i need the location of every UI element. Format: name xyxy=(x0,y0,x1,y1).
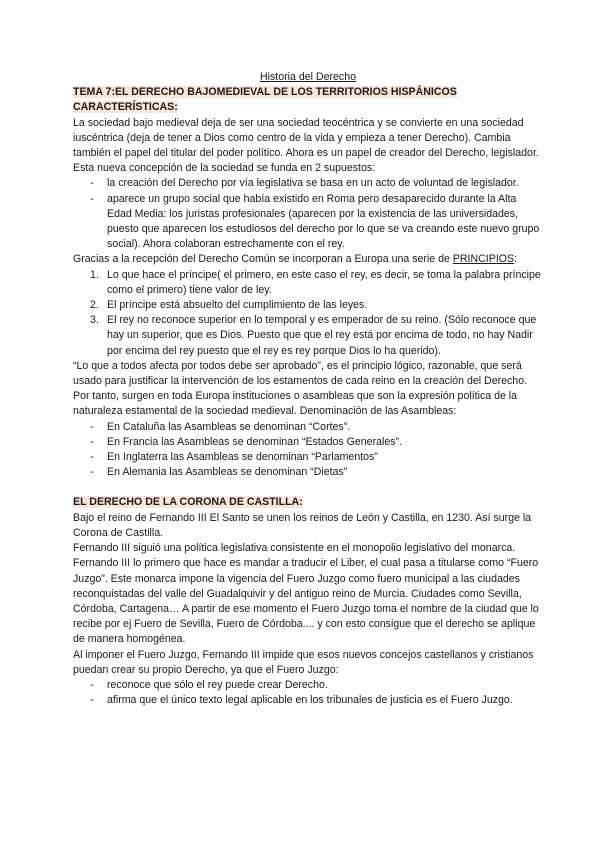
fuero-juzgo-list xyxy=(73,678,543,708)
list-item: - reconoce que sólo el rey puede crear Derecho. xyxy=(73,678,543,693)
supuestos-list xyxy=(73,176,543,252)
document-title: Historia del Derecho xyxy=(260,71,356,83)
spacer xyxy=(73,480,543,495)
paragraph: Fernando III siguió una política legislativa consistente en el monopolio legislativo del monarca. Fernando III lo primero que hace es mandar a traducir el Liber, el cual pasa a titularse como “Fuero Juzgo”. Este monarca impone la vigencia del Fuero Juzgo como fuero municipal a las ciudades reconquistadas del valle del Guadalquivir y del antiguo reino de Murcia. Ciudades como Sevilla, Córdoba, Cartagena… A partir de ese momento el Fuero Juzgo toma el nombre de la ciudad que lo recibe por ej Fuero de Sevilla, Fuero de Córdoba.... y con esto consigue que el derecho se aplique de manera homogénea. xyxy=(73,542,539,646)
list-item: - En Cataluña las Asambleas se denominan “Cortes”. xyxy=(73,420,543,435)
section-heading-tema7 xyxy=(73,85,543,115)
asambleas-list xyxy=(73,420,543,481)
paragraph: “Lo que a todos afecta por todos debe ser aprobado”, es el principio lógico, razonable, que será usado para justificar la intervención de los estamentos de cada reino en la creación del Derecho. xyxy=(73,359,528,388)
list-item: - la creación del Derecho por vía legislativa se basa en un acto de voluntad de legislador. xyxy=(73,176,543,191)
list-item: - En Alemania las Asambleas se denominan “Dietas” xyxy=(73,465,543,480)
paragraph: Por tanto, surgen en toda Europa instituciones o asambleas que son la expresión política de la naturaleza estamental de la sociedad medieval. Denominación de las Asambleas: xyxy=(73,390,518,418)
paragraph: La sociedad bajo medieval deja de ser una sociedad teocéntrica y se convierte en una sociedad iuscéntrica (deja de tener a Dios como centro de la vida y empieza a tener Derecho). Cambia también el papel del titular del poder político. Ahora es un papel de creador del Derecho, legislador. xyxy=(73,116,539,160)
list-item: 1. Lo que hace el príncipe( el primero, en este caso el rey, es decir, se toma la palabra príncipe como el primero) tiene valor de ley. xyxy=(90,268,541,296)
list-item: - afirma que el único texto legal aplicable en los tribunales de justicia es el Fuero Juzgo. xyxy=(73,693,543,708)
document-page xyxy=(73,70,543,708)
list-item: - aparece un grupo social que había existido en Roma pero desaparecido durante la Alta Edad Media: los juristas profesionales (aparecen por la existencia de las universidades, puesto que aparecen los estudiosos del derecho por lo que se va creando este nuevo grupo social). Ahora colaboran estrechamente con el rey. xyxy=(73,192,543,253)
section-heading-line2: CARACTERÍSTICAS: xyxy=(73,101,178,114)
paragraph: Bajo el reino de Fernando III El Santo se unen los reinos de León y Castilla, en 1230. Así surge la Corona de Castilla. xyxy=(73,511,532,539)
list-item: 2. El príncipe está absuelto del cumplimiento de las leyes. xyxy=(90,299,368,312)
paragraph: Al imponer el Fuero Juzgo, Fernando III impide que esos nuevos concejos castellanos y cristianos puedan crear su propio Derecho, ya que el Fuero Juzgo: xyxy=(73,648,534,676)
paragraph: Gracias a la recepción del Derecho Común se incorporan a Europa una serie de PRINCIPIOS: xyxy=(73,253,518,266)
section-heading-line1: TEMA 7:EL DERECHO BAJOMEDIEVAL DE LOS TERRITORIOS HISPÁNICOS xyxy=(73,86,457,99)
list-item: - En Inglaterra las Asambleas se denominan “Parlamentos” xyxy=(73,450,543,465)
list-item: - En Francia las Asambleas se denominan “Estados Generales”. xyxy=(73,435,543,450)
section-heading-castilla: EL DERECHO DE LA CORONA DE CASTILLA: xyxy=(73,496,303,509)
paragraph: Esta nueva concepción de la sociedad se funda en 2 supuestos: xyxy=(73,162,376,175)
principios-list xyxy=(73,268,543,359)
list-item: 3. El rey no reconoce superior en lo temporal y es emperador de su reino. (Sólo reconoce que hay un superior, que es Dios. Puesto que que el rey está por encima de todo, no hay Nadir por encima del rey puesto que el rey es rey porque Dios lo ha querido). xyxy=(90,314,537,357)
principios-label: PRINCIPIOS xyxy=(452,253,515,266)
